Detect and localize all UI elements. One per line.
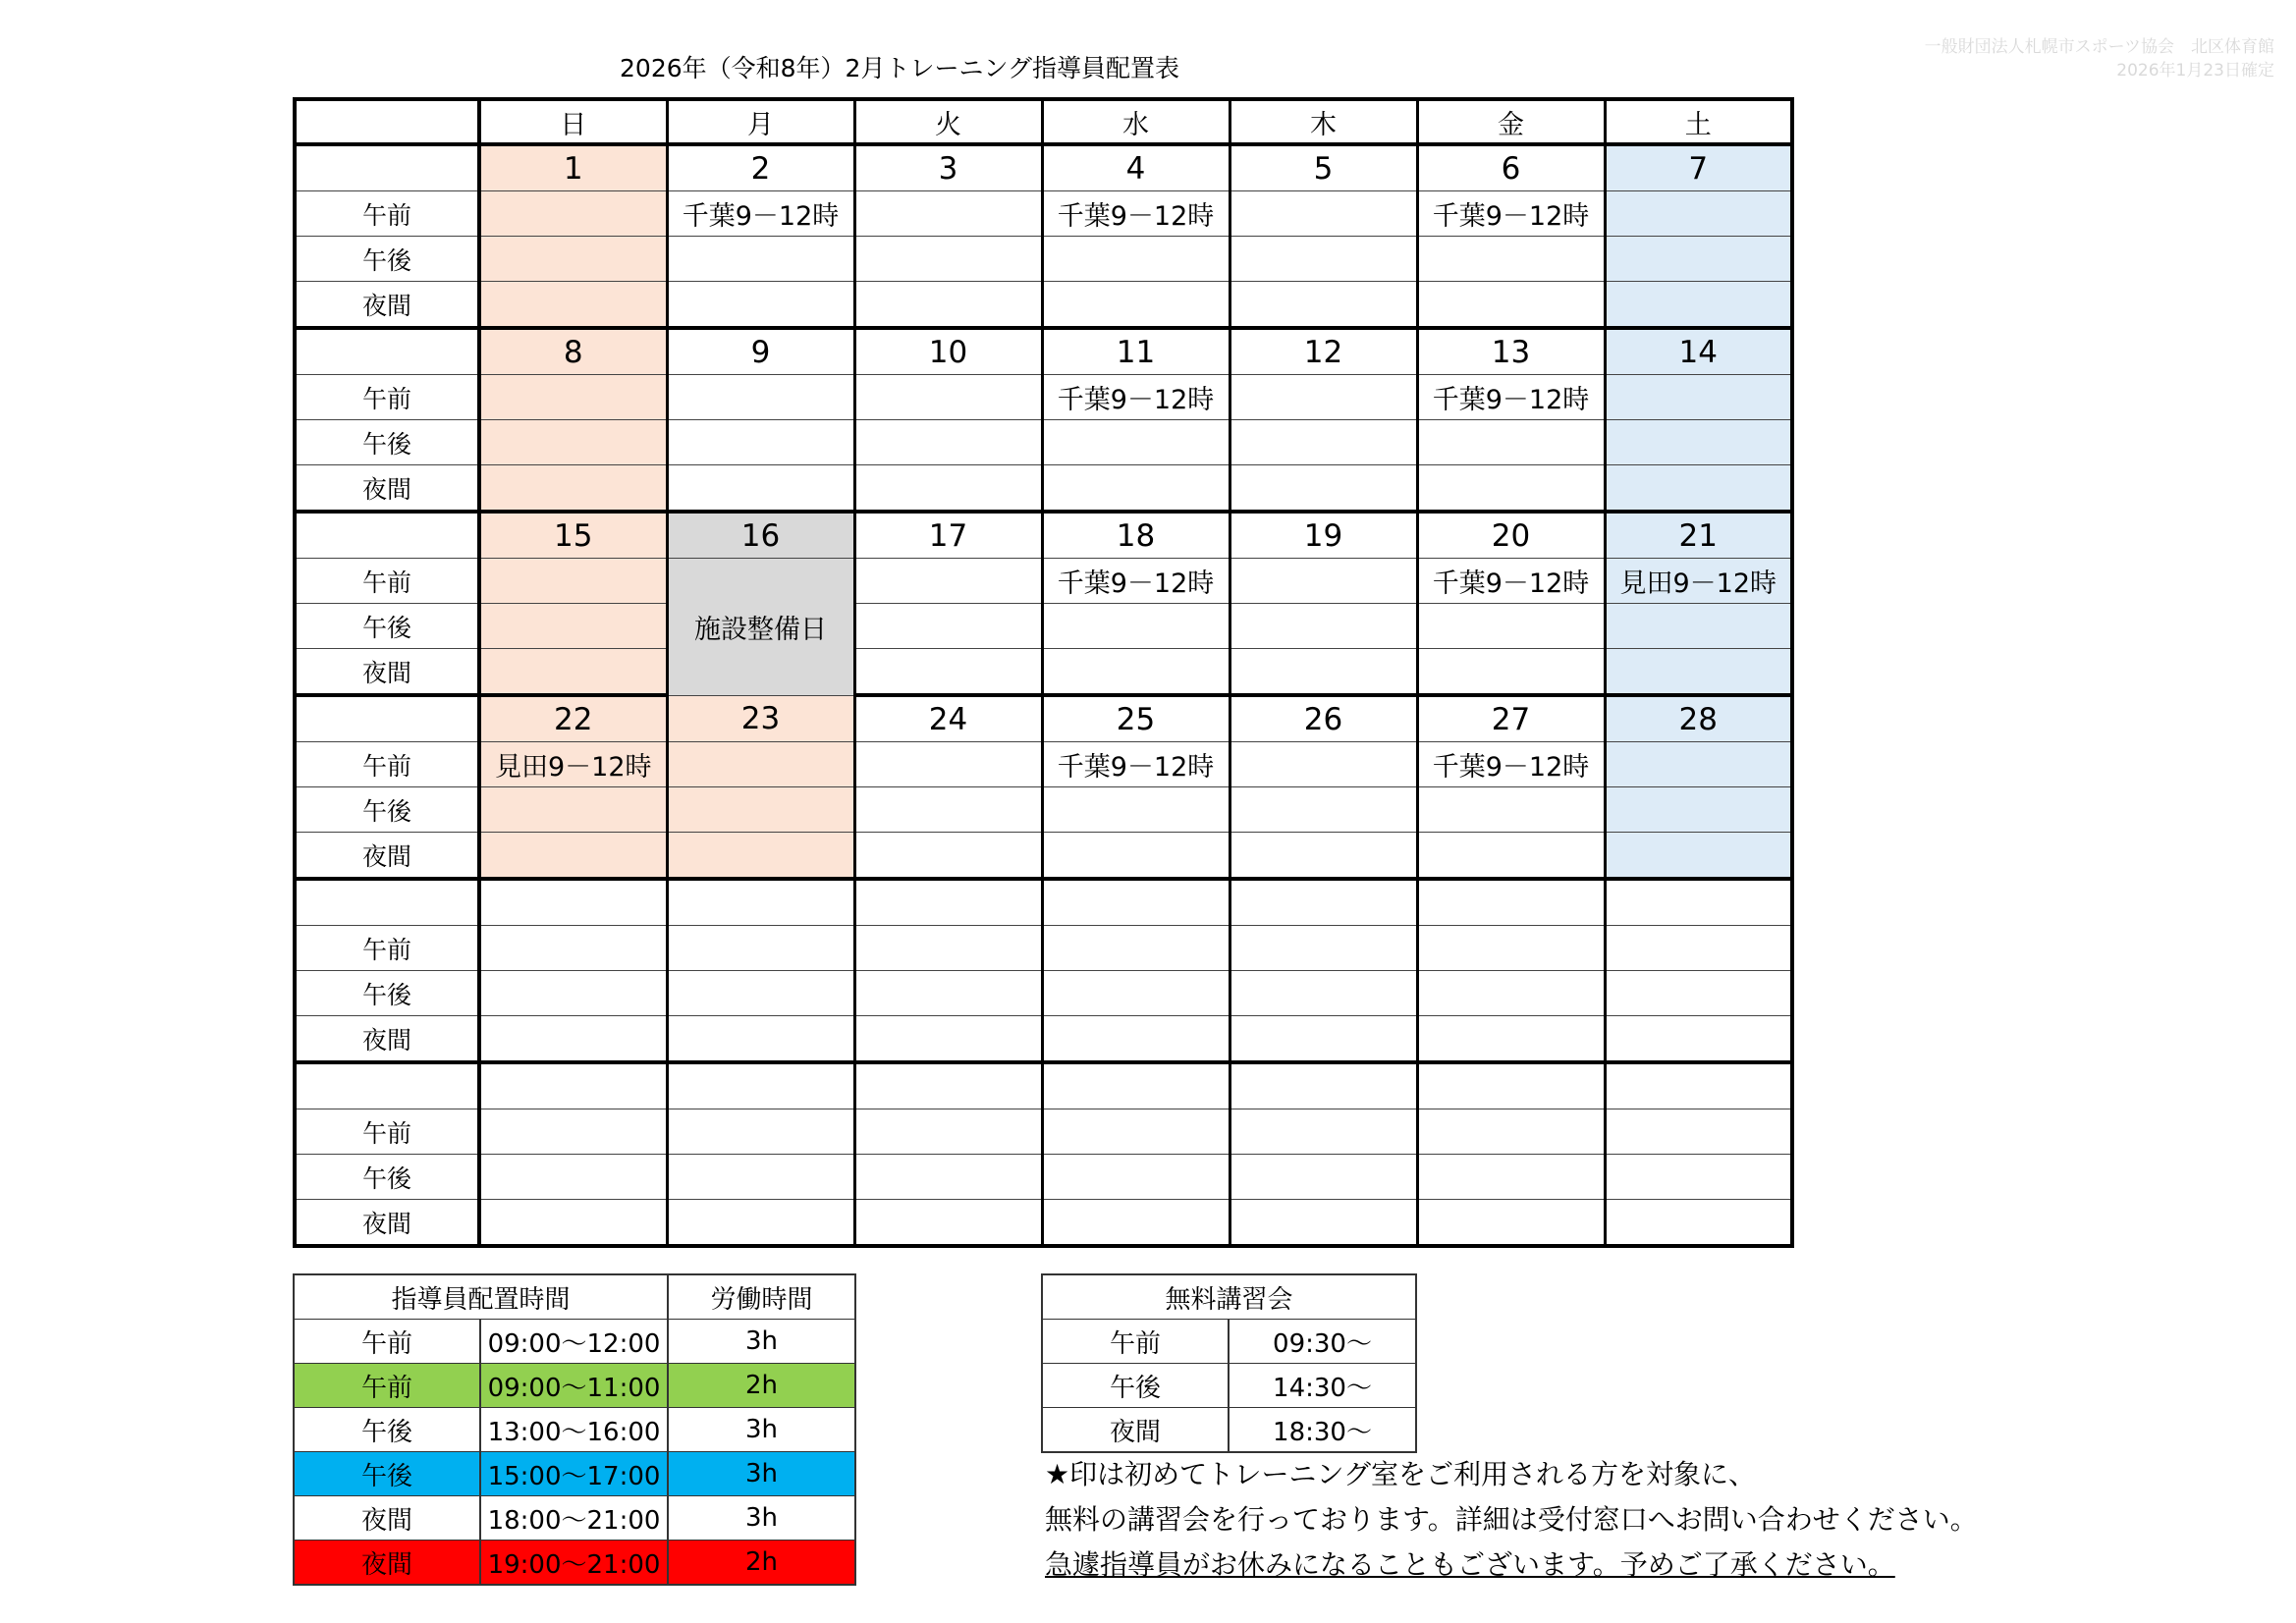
schedule-cell <box>479 465 667 513</box>
legend-time: 13:00～16:00 <box>480 1408 668 1452</box>
legend-row-blue <box>294 1452 855 1496</box>
date-cell: 27 <box>1417 695 1605 742</box>
legend-hours: 2h <box>668 1541 855 1586</box>
schedule-cell: 千葉9－12時 <box>1042 375 1230 420</box>
legend-time: 15:00～17:00 <box>480 1452 668 1496</box>
slot-label-night: 夜間 <box>295 465 479 513</box>
date-cell <box>1417 1062 1605 1109</box>
legend-header-hours: 労働時間 <box>668 1274 855 1320</box>
weekday-sun: 日 <box>479 99 667 144</box>
schedule-cell: 千葉9－12時 <box>1042 191 1230 237</box>
week-4-date-row <box>295 695 1792 742</box>
legend-header-time: 指導員配置時間 <box>294 1274 668 1320</box>
legend-hours: 2h <box>668 1364 855 1408</box>
legend-time: 09:00～11:00 <box>480 1364 668 1408</box>
schedule-cell <box>1417 237 1605 282</box>
week-4-am-row <box>295 742 1792 787</box>
schedule-cell <box>1605 420 1792 465</box>
schedule-cell <box>854 282 1042 329</box>
schedule-cell <box>667 1155 854 1200</box>
date-cell <box>854 1062 1042 1109</box>
date-cell: 23 <box>667 695 854 742</box>
schedule-cell <box>1230 1016 1417 1063</box>
schedule-cell <box>1605 1155 1792 1200</box>
schedule-cell <box>1042 604 1230 649</box>
legend-slot: 午前 <box>294 1320 480 1364</box>
schedule-cell <box>1042 971 1230 1016</box>
schedule-cell <box>854 787 1042 833</box>
slot-label-night: 夜間 <box>295 649 479 696</box>
schedule-cell <box>479 787 667 833</box>
schedule-cell <box>1230 1200 1417 1247</box>
free-lecture-row <box>1042 1320 1416 1364</box>
schedule-cell <box>1042 1109 1230 1155</box>
date-cell <box>1605 1062 1792 1109</box>
week-6-am-row <box>295 1109 1792 1155</box>
free-lecture-row <box>1042 1364 1416 1408</box>
legend-hours: 3h <box>668 1496 855 1541</box>
date-cell: 8 <box>479 328 667 375</box>
schedule-cell <box>1605 787 1792 833</box>
schedule-cell <box>1042 282 1230 329</box>
legend-slot: 夜間 <box>294 1496 480 1541</box>
row-label <box>295 328 479 375</box>
date-cell: 13 <box>1417 328 1605 375</box>
schedule-cell <box>1230 420 1417 465</box>
schedule-cell <box>1417 833 1605 880</box>
schedule-cell <box>1042 237 1230 282</box>
schedule-cell <box>854 191 1042 237</box>
legend-slot: 午後 <box>294 1452 480 1496</box>
schedule-cell <box>667 971 854 1016</box>
header-right <box>1925 35 2274 82</box>
schedule-cell <box>854 559 1042 604</box>
calendar-table <box>293 97 1794 1248</box>
weekday-fri: 金 <box>1417 99 1605 144</box>
free-lecture-header-row <box>1042 1274 1416 1320</box>
week-6-night-row <box>295 1200 1792 1247</box>
schedule-cell <box>479 420 667 465</box>
schedule-cell <box>1042 1016 1230 1063</box>
schedule-cell <box>854 971 1042 1016</box>
schedule-cell: 千葉9－12時 <box>1417 742 1605 787</box>
schedule-cell <box>1230 926 1417 971</box>
schedule-cell: 見田9－12時 <box>1605 559 1792 604</box>
note-line-2: 無料の講習会を行っております。詳細は受付窓口へお問い合わせください。 <box>1045 1503 1978 1536</box>
date-cell: 18 <box>1042 512 1230 559</box>
date-cell: 26 <box>1230 695 1417 742</box>
schedule-cell <box>1230 465 1417 513</box>
free-lecture-slot: 午後 <box>1042 1364 1229 1408</box>
weekday-wed: 水 <box>1042 99 1230 144</box>
week-1-night-row <box>295 282 1792 329</box>
date-cell: 24 <box>854 695 1042 742</box>
legend-row-green <box>294 1364 855 1408</box>
date-cell: 1 <box>479 144 667 191</box>
week-4-pm-row <box>295 787 1792 833</box>
week-2-date-row <box>295 328 1792 375</box>
date-cell: 28 <box>1605 695 1792 742</box>
weekday-mon: 月 <box>667 99 854 144</box>
date-cell: 17 <box>854 512 1042 559</box>
schedule-cell <box>667 1200 854 1247</box>
schedule-cell <box>1230 375 1417 420</box>
schedule-cell <box>667 465 854 513</box>
schedule-cell <box>479 926 667 971</box>
date-cell: 10 <box>854 328 1042 375</box>
date-cell: 5 <box>1230 144 1417 191</box>
schedule-cell <box>854 375 1042 420</box>
slot-label-night: 夜間 <box>295 1016 479 1063</box>
schedule-cell <box>1605 237 1792 282</box>
schedule-cell <box>667 375 854 420</box>
date-cell: 21 <box>1605 512 1792 559</box>
schedule-cell <box>667 282 854 329</box>
schedule-cell <box>1230 604 1417 649</box>
free-lecture-time: 18:30～ <box>1229 1408 1416 1453</box>
free-lecture-row <box>1042 1408 1416 1453</box>
free-lecture-slot: 午前 <box>1042 1320 1229 1364</box>
schedule-cell <box>1042 1155 1230 1200</box>
free-lecture-table <box>1041 1273 1417 1453</box>
closed-day-cell: 施設整備日 <box>667 559 854 696</box>
legend-row <box>294 1408 855 1452</box>
row-label <box>295 512 479 559</box>
slot-label-am: 午前 <box>295 742 479 787</box>
free-lecture-slot: 夜間 <box>1042 1408 1229 1453</box>
schedule-cell <box>1605 742 1792 787</box>
schedule-cell <box>1605 1200 1792 1247</box>
free-lecture-title: 無料講習会 <box>1042 1274 1416 1320</box>
schedule-cell <box>1230 1109 1417 1155</box>
date-cell: 16 <box>667 512 854 559</box>
legend-slot: 夜間 <box>294 1541 480 1586</box>
schedule-cell <box>854 604 1042 649</box>
date-cell: 4 <box>1042 144 1230 191</box>
slot-label-night: 夜間 <box>295 282 479 329</box>
date-cell: 2 <box>667 144 854 191</box>
week-4-night-row <box>295 833 1792 880</box>
page-title: 2026年（令和8年）2月トレーニング指導員配置表 <box>620 54 1179 82</box>
schedule-cell <box>479 971 667 1016</box>
schedule-cell <box>854 926 1042 971</box>
schedule-cell <box>667 926 854 971</box>
date-cell: 3 <box>854 144 1042 191</box>
schedule-cell <box>1042 465 1230 513</box>
slot-label-night: 夜間 <box>295 1200 479 1247</box>
schedule-cell <box>854 1109 1042 1155</box>
schedule-cell: 千葉9－12時 <box>1417 191 1605 237</box>
schedule-cell <box>1417 1155 1605 1200</box>
row-label <box>295 879 479 926</box>
date-cell <box>1605 879 1792 926</box>
date-cell: 20 <box>1417 512 1605 559</box>
schedule-cell <box>1230 787 1417 833</box>
schedule-cell <box>1605 926 1792 971</box>
schedule-cell: 千葉9－12時 <box>1417 559 1605 604</box>
legend-row-red <box>294 1541 855 1586</box>
schedule-cell <box>667 1109 854 1155</box>
schedule-cell <box>1605 1109 1792 1155</box>
date-cell <box>479 1062 667 1109</box>
week-2-night-row <box>295 465 1792 513</box>
schedule-cell <box>1605 191 1792 237</box>
date-cell <box>667 879 854 926</box>
schedule-cell <box>667 420 854 465</box>
slot-label-am: 午前 <box>295 375 479 420</box>
schedule-cell <box>1417 787 1605 833</box>
schedule-cell <box>1230 649 1417 696</box>
slot-label-am: 午前 <box>295 559 479 604</box>
legend-slot: 午前 <box>294 1364 480 1408</box>
week-3-date-row <box>295 512 1792 559</box>
schedule-cell <box>1417 465 1605 513</box>
schedule-cell <box>1042 833 1230 880</box>
staff-hours-legend <box>293 1273 856 1586</box>
schedule-cell <box>1230 191 1417 237</box>
schedule-cell <box>479 833 667 880</box>
schedule-cell <box>479 1155 667 1200</box>
schedule-cell: 見田9－12時 <box>479 742 667 787</box>
week-5-night-row <box>295 1016 1792 1063</box>
schedule-cell <box>1605 465 1792 513</box>
slot-label-am: 午前 <box>295 1109 479 1155</box>
schedule-cell <box>479 604 667 649</box>
schedule-cell: 千葉9－12時 <box>667 191 854 237</box>
date-cell: 19 <box>1230 512 1417 559</box>
schedule-cell <box>1230 833 1417 880</box>
schedule-cell <box>1230 237 1417 282</box>
schedule-cell <box>1417 604 1605 649</box>
schedule-cell <box>1417 1200 1605 1247</box>
schedule-cell <box>667 1016 854 1063</box>
week-3-am-row <box>295 559 1792 604</box>
week-3-night-row <box>295 649 1792 696</box>
schedule-cell <box>1417 420 1605 465</box>
date-cell: 25 <box>1042 695 1230 742</box>
schedule-cell <box>854 420 1042 465</box>
schedule-cell <box>854 1200 1042 1247</box>
date-cell: 11 <box>1042 328 1230 375</box>
schedule-cell <box>1417 649 1605 696</box>
legend-slot: 午後 <box>294 1408 480 1452</box>
slot-label-pm: 午後 <box>295 604 479 649</box>
free-lecture-time: 09:30～ <box>1229 1320 1416 1364</box>
date-cell: 15 <box>479 512 667 559</box>
schedule-cell <box>1417 971 1605 1016</box>
week-5-am-row <box>295 926 1792 971</box>
slot-label-night: 夜間 <box>295 833 479 880</box>
date-cell: 9 <box>667 328 854 375</box>
week-5-pm-row <box>295 971 1792 1016</box>
week-1-pm-row <box>295 237 1792 282</box>
slot-label-pm: 午後 <box>295 971 479 1016</box>
schedule-cell <box>1042 787 1230 833</box>
date-cell <box>667 1062 854 1109</box>
row-label <box>295 695 479 742</box>
schedule-cell <box>1230 1155 1417 1200</box>
schedule-cell <box>1230 282 1417 329</box>
schedule-cell <box>1605 375 1792 420</box>
schedule-cell <box>1605 1016 1792 1063</box>
week-6-pm-row <box>295 1155 1792 1200</box>
schedule-cell <box>1605 833 1792 880</box>
date-cell: 7 <box>1605 144 1792 191</box>
week-1-date-row <box>295 144 1792 191</box>
schedule-cell <box>479 375 667 420</box>
slot-label-am: 午前 <box>295 926 479 971</box>
schedule-cell <box>854 237 1042 282</box>
schedule-cell <box>854 1016 1042 1063</box>
note-line-1: ★印は初めてトレーニング室をご利用される方を対象に、 <box>1045 1458 1756 1490</box>
schedule-cell <box>1417 282 1605 329</box>
week-2-am-row <box>295 375 1792 420</box>
schedule-cell: 千葉9－12時 <box>1042 559 1230 604</box>
schedule-cell <box>1417 926 1605 971</box>
legend-hours: 3h <box>668 1452 855 1496</box>
legend-row <box>294 1496 855 1541</box>
organization-name: 一般財団法人札幌市スポーツ協会 北区体育館 <box>1924 37 2274 57</box>
schedule-cell <box>854 649 1042 696</box>
weekday-header-row <box>295 99 1792 144</box>
weekday-thu: 木 <box>1230 99 1417 144</box>
schedule-cell <box>479 282 667 329</box>
schedule-cell <box>667 237 854 282</box>
slot-label-pm: 午後 <box>295 237 479 282</box>
date-cell: 14 <box>1605 328 1792 375</box>
schedule-cell <box>479 237 667 282</box>
date-cell <box>479 879 667 926</box>
schedule-cell <box>479 1016 667 1063</box>
schedule-cell <box>854 465 1042 513</box>
slot-label-pm: 午後 <box>295 1155 479 1200</box>
schedule-cell <box>479 649 667 696</box>
date-cell: 12 <box>1230 328 1417 375</box>
corner-cell <box>295 99 479 144</box>
schedule-cell <box>1605 971 1792 1016</box>
date-cell: 6 <box>1417 144 1605 191</box>
row-label <box>295 1062 479 1109</box>
week-2-pm-row <box>295 420 1792 465</box>
schedule-cell <box>1417 1109 1605 1155</box>
date-cell <box>1230 879 1417 926</box>
schedule-cell <box>479 559 667 604</box>
schedule-cell: 千葉9－12時 <box>1042 742 1230 787</box>
schedule-cell <box>479 1200 667 1247</box>
slot-label-pm: 午後 <box>295 787 479 833</box>
schedule-cell <box>1605 282 1792 329</box>
schedule-cell <box>1605 604 1792 649</box>
date-cell <box>854 879 1042 926</box>
schedule-cell <box>854 1155 1042 1200</box>
legend-hours: 3h <box>668 1408 855 1452</box>
weekday-tue: 火 <box>854 99 1042 144</box>
legend-header-row <box>294 1274 855 1320</box>
date-cell <box>1230 1062 1417 1109</box>
week-3-pm-row <box>295 604 1792 649</box>
weekday-sat: 土 <box>1605 99 1792 144</box>
slot-label-am: 午前 <box>295 191 479 237</box>
week-1-am-row <box>295 191 1792 237</box>
legend-time: 09:00～12:00 <box>480 1320 668 1364</box>
schedule-cell <box>667 787 854 833</box>
date-cell <box>1417 879 1605 926</box>
schedule-cell <box>667 742 854 787</box>
schedule-cell <box>854 742 1042 787</box>
schedule-cell <box>1417 1016 1605 1063</box>
schedule-cell <box>1042 649 1230 696</box>
schedule-cell <box>1042 420 1230 465</box>
schedule-cell: 千葉9－12時 <box>1417 375 1605 420</box>
schedule-cell <box>1230 971 1417 1016</box>
legend-row <box>294 1320 855 1364</box>
schedule-cell <box>1230 742 1417 787</box>
schedule-cell <box>479 1109 667 1155</box>
note-line-3: 急遽指導員がお休みになることもございます。予めご了承ください。 <box>1045 1548 1895 1581</box>
legend-hours: 3h <box>668 1320 855 1364</box>
slot-label-pm: 午後 <box>295 420 479 465</box>
legend-time: 18:00～21:00 <box>480 1496 668 1541</box>
date-cell <box>1042 879 1230 926</box>
date-cell <box>1042 1062 1230 1109</box>
schedule-cell <box>1230 559 1417 604</box>
week-6-date-row <box>295 1062 1792 1109</box>
schedule-cell <box>1042 1200 1230 1247</box>
schedule-cell <box>854 833 1042 880</box>
date-cell: 22 <box>479 695 667 742</box>
week-5-date-row <box>295 879 1792 926</box>
schedule-cell <box>479 191 667 237</box>
issue-date: 2026年1月23日確定 <box>2116 61 2274 81</box>
row-label <box>295 144 479 191</box>
legend-time: 19:00～21:00 <box>480 1541 668 1586</box>
schedule-cell <box>1042 926 1230 971</box>
free-lecture-time: 14:30～ <box>1229 1364 1416 1408</box>
schedule-cell <box>1605 649 1792 696</box>
schedule-cell <box>667 833 854 880</box>
